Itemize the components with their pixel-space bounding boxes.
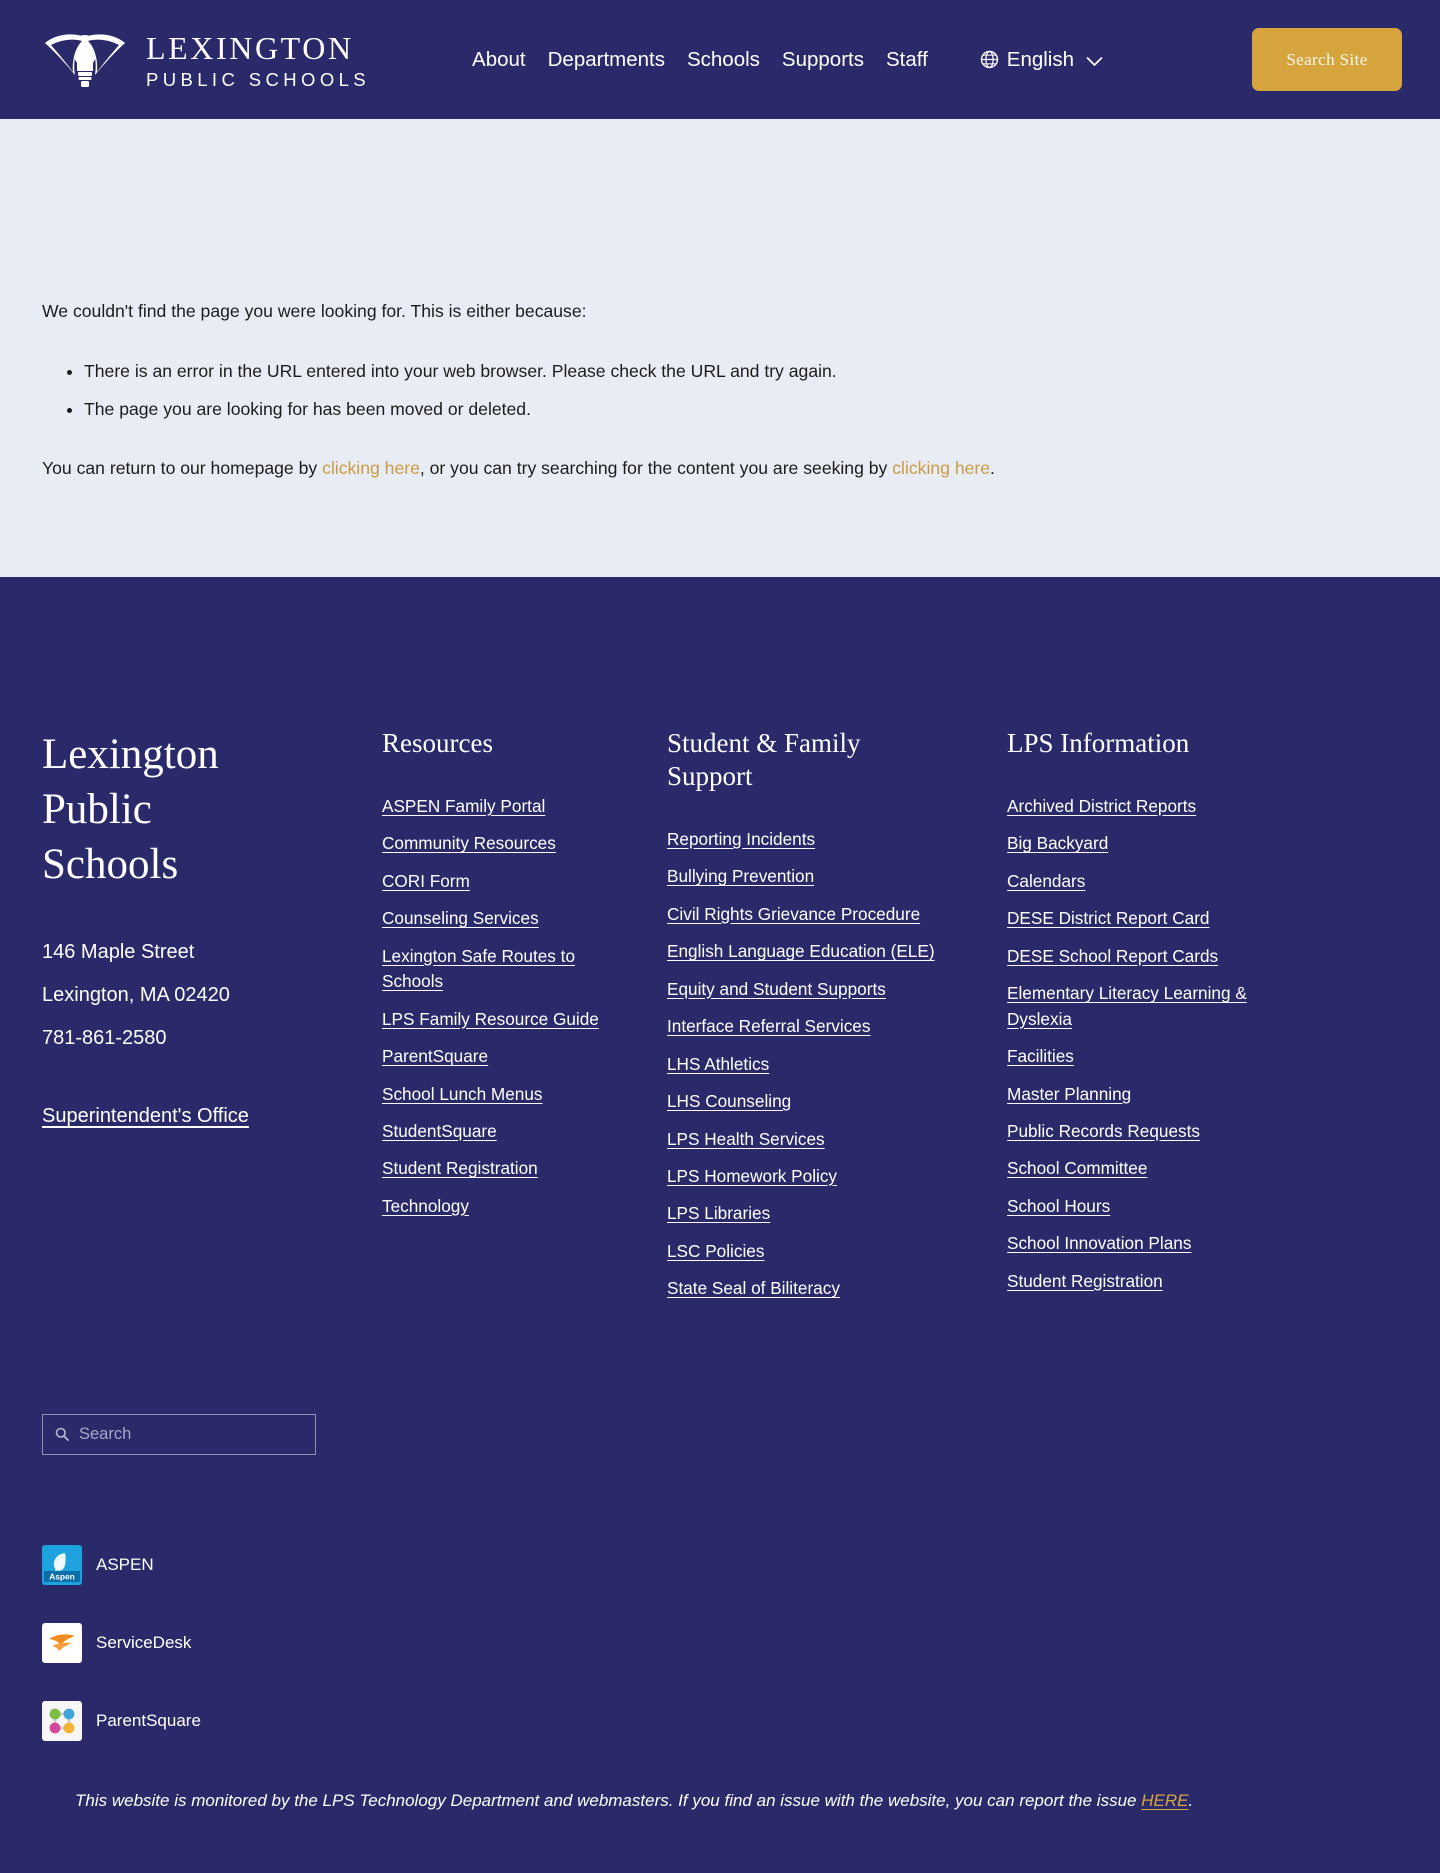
error-lead-text: We couldn't find the page you were looking for. This is either because:: [42, 301, 587, 321]
footer-link[interactable]: Reporting Incidents: [667, 828, 816, 849]
footer-link[interactable]: Bullying Prevention: [667, 866, 815, 887]
footer-heading-lps-information: LPS Information: [1007, 728, 1190, 758]
aspen-icon: [42, 1545, 82, 1585]
app-shortcut-aspen[interactable]: [42, 1545, 1398, 1585]
language-selector[interactable]: [980, 48, 1103, 72]
footer-link[interactable]: Public Records Requests: [1007, 1121, 1200, 1142]
footer-link[interactable]: ASPEN Family Portal: [382, 795, 546, 816]
svg-text:Aspen: Aspen: [49, 1571, 75, 1582]
primary-navigation: [472, 48, 1103, 72]
app-label: ASPEN: [96, 1554, 154, 1574]
footer-search-field[interactable]: [42, 1414, 316, 1455]
address-street: 146 Maple Street: [42, 941, 195, 964]
footer-link[interactable]: LPS Health Services: [667, 1128, 825, 1149]
footer-link[interactable]: Master Planning: [1007, 1083, 1132, 1104]
nav-item-departments[interactable]: Departments: [547, 47, 665, 71]
footer-column-lps-information: [1007, 727, 1398, 1314]
search-site-button[interactable]: Search Site: [1252, 28, 1402, 91]
footer-link[interactable]: ParentSquare: [382, 1046, 489, 1067]
chevron-down-icon: [1086, 54, 1103, 65]
footer-link[interactable]: DESE District Report Card: [1007, 908, 1210, 929]
error-help-paragraph: [42, 456, 1398, 482]
help-text-part-3: .: [990, 457, 995, 478]
footer-link[interactable]: School Committee: [1007, 1158, 1148, 1179]
search-link[interactable]: clicking here: [892, 457, 991, 478]
app-label: ParentSquare: [96, 1710, 201, 1730]
footer-column-student-family-support: [667, 727, 1007, 1314]
site-footer: [0, 577, 1440, 1873]
footer-link[interactable]: LPS Homework Policy: [667, 1165, 838, 1186]
footer-link[interactable]: Technology: [382, 1195, 469, 1216]
note-text-part-2: .: [1188, 1790, 1194, 1810]
footer-link[interactable]: Elementary Literacy Learning & Dyslexia: [1007, 983, 1247, 1029]
parentsquare-icon: [42, 1701, 82, 1741]
footer-link[interactable]: LHS Athletics: [667, 1053, 770, 1074]
footer-brand-title: Lexington Public Schools: [42, 731, 219, 889]
footer-link[interactable]: Archived District Reports: [1007, 795, 1197, 816]
footer-link[interactable]: Civil Rights Grievance Procedure: [667, 903, 921, 924]
lps-information-link-list: [1007, 794, 1292, 1294]
footer-link[interactable]: LHS Counseling: [667, 1091, 792, 1112]
error-reason-item: • There is an error in the URL entered into your web browser. Please check the URL and try again.: [84, 359, 1398, 385]
logo-line-2: PUBLIC SCHOOLS: [146, 68, 371, 90]
site-header: [0, 0, 1440, 119]
footer-link[interactable]: Equity and Student Supports: [667, 978, 886, 999]
app-label: ServiceDesk: [96, 1632, 192, 1652]
error-content-area: [0, 119, 1440, 577]
app-shortcut-servicedesk[interactable]: [42, 1623, 1398, 1663]
footer-link[interactable]: Facilities: [1007, 1046, 1074, 1067]
address-phone: 781-861-2580: [42, 1027, 167, 1050]
footer-link[interactable]: LPS Family Resource Guide: [382, 1008, 599, 1029]
footer-link[interactable]: Interface Referral Services: [667, 1016, 871, 1037]
globe-icon: [980, 50, 999, 69]
footer-link[interactable]: School Innovation Plans: [1007, 1233, 1192, 1254]
nav-item-supports[interactable]: Supports: [781, 47, 864, 71]
search-icon: [55, 1427, 69, 1441]
nav-item-schools[interactable]: Schools: [686, 47, 760, 71]
footer-link[interactable]: Community Resources: [382, 833, 556, 854]
lamp-of-knowledge-icon: [42, 29, 128, 91]
footer-columns: [42, 727, 1398, 1314]
superintendent-office-link[interactable]: Superintendent's Office: [42, 1105, 249, 1128]
help-text-part-1: You can return to our homepage by: [42, 457, 323, 478]
address-city: Lexington, MA 02420: [42, 984, 230, 1007]
report-issue-link[interactable]: HERE: [1141, 1790, 1189, 1810]
footer-link[interactable]: Student Registration: [1007, 1270, 1163, 1291]
error-reason-list: [42, 359, 1398, 423]
nav-item-staff[interactable]: Staff: [885, 47, 928, 71]
footer-link[interactable]: English Language Education (ELE): [667, 941, 935, 962]
help-text-part-2: , or you can try searching for the content you are seeking by: [419, 457, 893, 478]
logo-line-1: LEXINGTON: [146, 29, 354, 66]
footer-address: [42, 942, 382, 1048]
servicedesk-icon: [42, 1623, 82, 1663]
language-label: English: [1006, 47, 1075, 71]
app-shortcut-parentsquare[interactable]: [42, 1701, 1398, 1741]
footer-link[interactable]: CORI Form: [382, 870, 470, 891]
footer-column-resources: [382, 727, 667, 1314]
footer-link[interactable]: StudentSquare: [382, 1121, 497, 1142]
footer-link[interactable]: Student Registration: [382, 1158, 538, 1179]
nav-item-about[interactable]: About: [472, 47, 526, 71]
footer-link[interactable]: Lexington Safe Routes to Schools: [382, 945, 576, 992]
app-shortcut-list: [42, 1545, 1398, 1741]
footer-heading-student-family: Student & Family Support: [667, 728, 861, 791]
footer-link[interactable]: LPS Libraries: [667, 1203, 771, 1224]
footer-link[interactable]: Counseling Services: [382, 908, 539, 929]
note-text-part-1: This website is monitored by the LPS Technology Department and webmasters. If you find an issue with the website, you can report the issue: [75, 1790, 1142, 1810]
footer-link[interactable]: LSC Policies: [667, 1240, 765, 1261]
footer-heading-resources: Resources: [382, 728, 493, 758]
footer-link[interactable]: Big Backyard: [1007, 833, 1109, 854]
logo-wordmark: [146, 30, 370, 90]
site-logo[interactable]: [42, 29, 370, 91]
footer-search-input[interactable]: [79, 1425, 303, 1444]
footer-link[interactable]: State Seal of Biliteracy: [667, 1278, 840, 1299]
student-family-link-list: [667, 827, 977, 1302]
error-reason-item: • The page you are looking for has been moved or deleted.: [84, 397, 1398, 423]
footer-link[interactable]: School Lunch Menus: [382, 1083, 543, 1104]
resources-link-list: [382, 794, 632, 1219]
homepage-link[interactable]: clicking here: [322, 457, 420, 478]
footer-link[interactable]: Calendars: [1007, 870, 1086, 891]
footer-link[interactable]: DESE School Report Cards: [1007, 945, 1219, 966]
footer-search-section: [42, 1414, 1398, 1455]
footer-link[interactable]: School Hours: [1007, 1195, 1111, 1216]
footer-about-column: [42, 727, 382, 1314]
